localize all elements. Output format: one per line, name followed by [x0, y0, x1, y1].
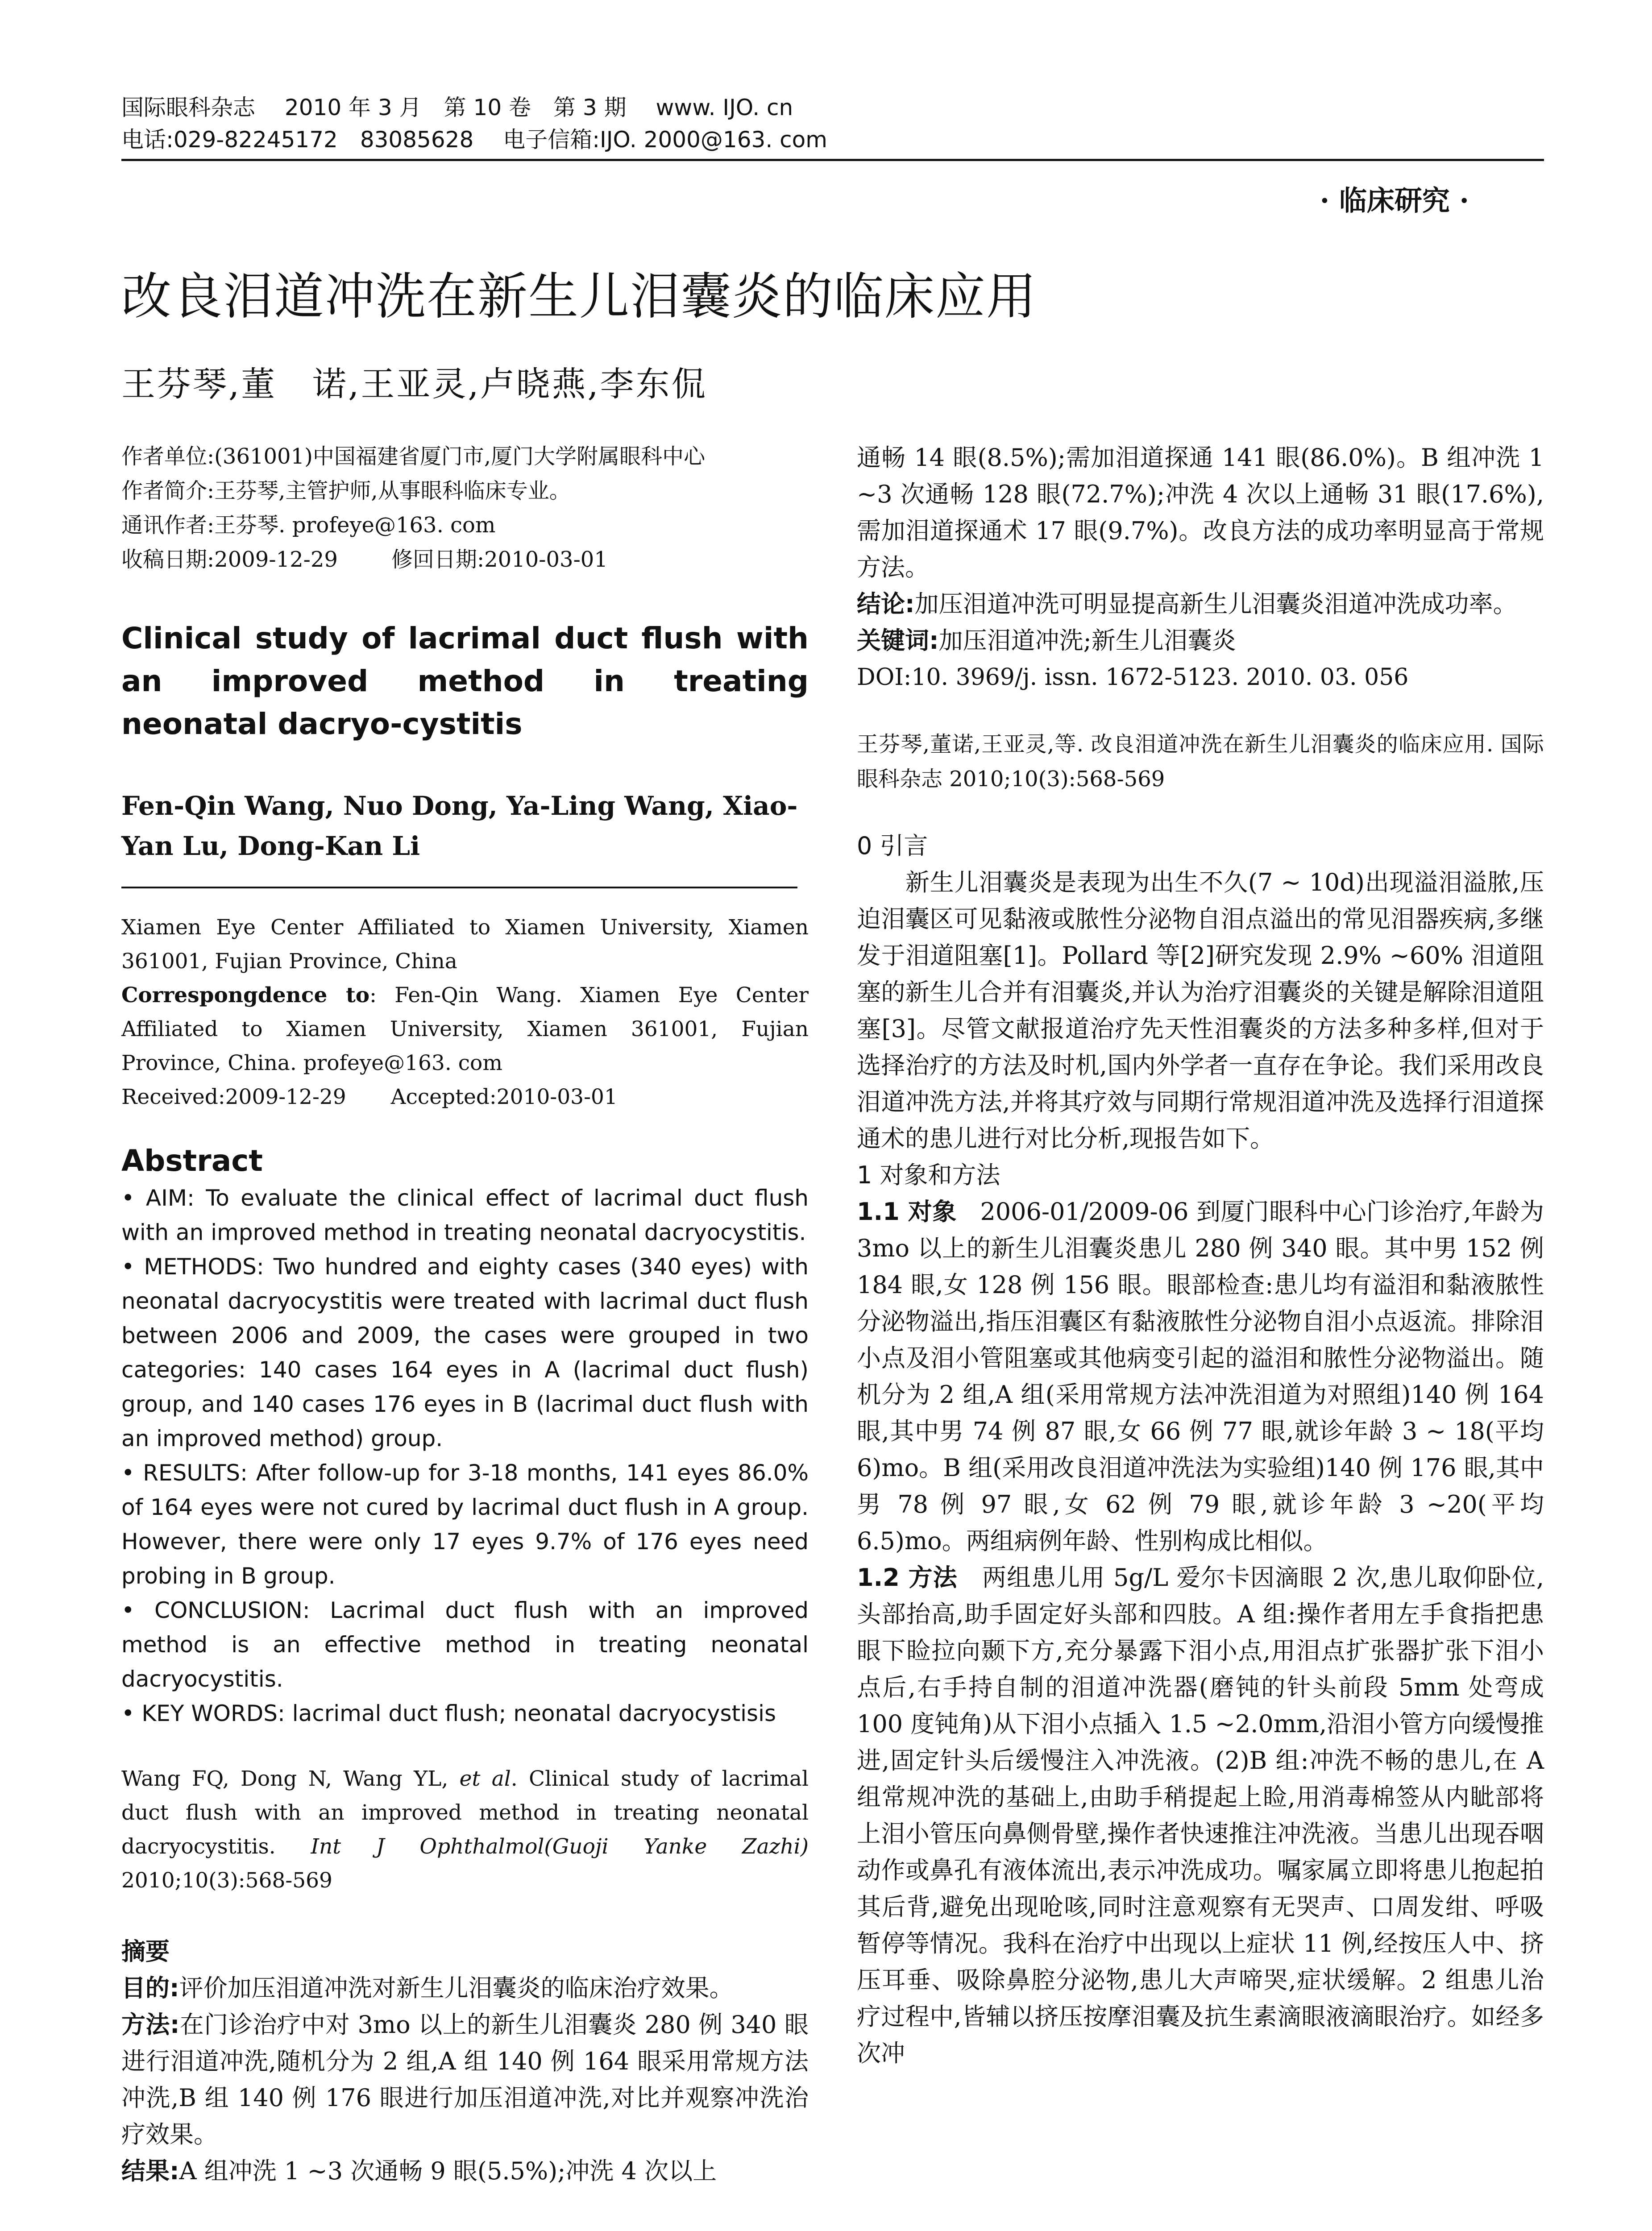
cn-methods-text: 在门诊治疗中对 3mo 以上的新生儿泪囊炎 280 例 340 眼进行泪道冲洗,随机分为 2 组,A 组 140 例 164 眼采用常规方法冲洗,B 组 140 例 176 眼进行加压泪道冲洗,对比并观察冲洗治疗效果。	[121, 2011, 809, 2148]
intro-text: 新生儿泪囊炎是表现为出生不久(7 ~ 10d)出现溢泪溢脓,压迫泪囊区可见黏液或脓性分泌物自泪点溢出的常见泪器疾病,多继发于泪道阻塞[1]。Pollard 等[2]研究发现 2.9% ~60% 泪道阻塞的新生儿合并有泪囊炎,并认为治疗泪囊炎的关键是解除泪道阻塞[3]。尽管文献报道治疗先天性泪囊炎的方法多种多样,但对于选择治疗的方法及时机,国内外学者一直存在争论。我们采用改良泪道冲洗方法,并将其疗效与同期行常规泪道冲洗及选择行泪道探通术的患儿进行对比分析,现报告如下。	[857, 868, 1544, 1153]
correspondence-label: Correspongdence to	[121, 983, 370, 1008]
cn-conclusion-label: 结论:	[857, 590, 915, 618]
cn-results-text: A 组冲洗 1 ~3 次通畅 9 眼(5.5%);冲洗 4 次以上	[179, 2157, 717, 2185]
section-tag: · 临床研究 ·	[1320, 184, 1469, 217]
english-dates	[121, 1080, 809, 1114]
intro-body	[857, 864, 1544, 1157]
abstract-results: • RESULTS: After follow-up for 3-18 months, 141 eyes 86.0% of 164 eyes were not cured by lacrimal duct flush in A group. However, there were only 17 eyes 9.7% of 176 eyes need probing in B group.	[121, 1460, 809, 1589]
cn-abstract-aim	[121, 1970, 809, 2007]
article-authors: 王芬琴,董 诺,王亚灵,卢晓燕,李东侃	[121, 364, 707, 404]
corresponding-author: 通讯作者:王芬琴. profeye@163. com	[121, 513, 496, 538]
english-affiliation: Xiamen Eye Center Affiliated to Xiamen University, Xiamen 361001, Fujian Province, China	[121, 915, 809, 974]
cn-abstract-results	[121, 2153, 809, 2190]
cn-aim-label: 目的:	[121, 1974, 179, 2002]
header-contact-info: 电话:029-82245172 83085628 电子信箱:IJO. 2000@163. com	[121, 127, 827, 153]
citation-authors: Wang FQ, Dong N, Wang YL,	[121, 1767, 448, 1791]
english-title: Clinical study of lacrimal duct flush with an improved method in treating neonatal dacryo-cystitis	[121, 621, 809, 741]
section-1-2	[857, 1559, 1544, 2072]
abstract-methods: • METHODS: Two hundred and eighty cases (340 eyes) with neonatal dacryocystitis were treated with lacrimal duct flush between 2006 and 2009, the cases were grouped in two categories: 140 cases 164 eyes in A (lacrimal duct flush) group, and 140 cases 176 eyes in B (lacrimal duct flush with an improved method) group.	[121, 1254, 809, 1451]
abstract-conclusion: • CONCLUSION: Lacrimal duct flush with an improved method is an effective method in treating neonatal dacryocystitis.	[121, 1597, 809, 1692]
cn-keywords-label: 关键词:	[857, 626, 939, 655]
author-unit: 作者单位:(361001)中国福建省厦门市,厦门大学附属眼科中心	[121, 444, 706, 469]
cn-results-label: 结果:	[121, 2157, 179, 2185]
author-meta	[121, 440, 809, 577]
article-title: 改良泪道冲洗在新生儿泪囊炎的临床应用	[121, 268, 1037, 326]
english-accepted: Accepted:2010-03-01	[390, 1085, 618, 1109]
citation-etal: et al	[459, 1767, 511, 1791]
cn-results-continued: 通畅 14 眼(8.5%);需加泪道探通 141 眼(86.0%)。B 组冲洗 1 ~3 次通畅 128 眼(72.7%);冲洗 4 次以上通畅 31 眼(17.6%),需加泪道探通术 17 眼(9.7%)。改良方法的成功率明显高于常规方法。	[857, 444, 1544, 581]
citation-title: . Clinical study of lacrimal duct flush with an improved method in treating neonatal dacryocystitis.	[121, 1767, 809, 1859]
section-1-1-text: 2006-01/2009-06 到厦门眼科中心门诊治疗,年龄为 3mo 以上的新生儿泪囊炎患儿 280 例 340 眼。其中男 152 例 184 眼,女 128 例 156 眼。眼部检查:患儿均有溢泪和黏液脓性分泌物溢出,指压泪囊区有黏液脓性分泌物自泪小点返流。排除泪小点及泪小管阻塞或其他病变引起的溢泪和脓性分泌物溢出。随机分为 2 组,A 组(采用常规方法冲洗泪道为对照组)140 例 164 眼,其中男 74 例 87 眼,女 66 例 77 眼,就诊年龄 3 ~ 18(平均 6)mo。B 组(采用改良泪道冲洗法为实验组)140 例 176 眼,其中男 78 例 97 眼,女 62 例 79 眼,就诊年龄 3 ~20(平均 6.5)mo。两组病例年龄、性别构成比相似。	[857, 1198, 1544, 1555]
intro-heading: 0 引言	[857, 832, 928, 860]
section-1-1-label: 1.1 对象	[857, 1198, 957, 1226]
divider	[121, 887, 797, 888]
cn-aim-text: 评价加压泪道冲洗对新生儿泪囊炎的临床治疗效果。	[179, 1974, 734, 2002]
citation-volume: 2010;10(3):568-569	[121, 1868, 332, 1893]
chinese-citation: 王芬琴,董诺,王亚灵,等. 改良泪道冲洗在新生儿泪囊炎的临床应用. 国际眼科杂志 2010;10(3):568-569	[857, 732, 1544, 792]
header-rule	[121, 159, 1544, 161]
left-column	[121, 440, 809, 2190]
right-column	[857, 440, 1544, 2072]
revised-date: 修回日期:2010-03-01	[391, 547, 608, 572]
doi: DOI:10. 3969/j. issn. 1672-5123. 2010. 03. 056	[857, 664, 1409, 691]
cn-abstract-keywords	[857, 622, 1544, 659]
cn-abstract-methods	[121, 2007, 809, 2153]
header-journal-info: 国际眼科杂志 2010 年 3 月 第 10 卷 第 3 期 www. IJO. cn	[121, 95, 793, 120]
abstract-keywords: • KEY WORDS: lacrimal duct flush; neonatal dacryocystisis	[121, 1700, 776, 1726]
received-date: 收稿日期:2009-12-29	[121, 547, 338, 572]
abstract-heading: Abstract	[121, 1144, 263, 1178]
cn-abstract-heading: 摘要	[121, 1937, 170, 1966]
author-bio: 作者简介:王芬琴,主管护师,从事眼科临床专业。	[121, 478, 571, 503]
cn-methods-label: 方法:	[121, 2011, 180, 2039]
english-received: Received:2009-12-29	[121, 1085, 346, 1109]
section-1-2-text: 两组患儿用 5g/L 爱尔卡因滴眼 2 次,患儿取仰卧位,头部抬高,助手固定好头部和四肢。A 组:操作者用左手食指把患眼下睑拉向颞下方,充分暴露下泪小点,用泪点扩张器扩张下泪小点后,右手持自制的泪道冲洗器(磨钝的针头前段 5mm 处弯成 100 度钝角)从下泪小点插入 1.5 ~2.0mm,沿泪小管方向缓慢推进,固定针头后缓慢注入冲洗液。(2)B 组:冲洗不畅的患儿,在 A 组常规冲洗的基础上,由助手稍提起上睑,用消毒棉签从内眦部将上泪小管压向鼻侧骨壁,操作者快速推注冲洗液。当患儿出现吞咽动作或鼻孔有液体流出,表示冲洗成功。嘱家属立即将患儿抱起拍其后背,避免出现呛咳,同时注意观察有无哭声、口周发绀、呼吸暂停等情况。我科在治疗中出现以上症状 11 例,经按压人中、挤压耳垂、吸除鼻腔分泌物,患儿大声啼哭,症状缓解。2 组患儿治疗过程中,皆辅以挤压按摩泪囊及抗生素滴眼液滴眼治疗。如经多次冲	[857, 1563, 1544, 2067]
cn-keywords-text: 加压泪道冲洗;新生儿泪囊炎	[938, 626, 1236, 655]
section-1-2-label: 1.2 方法	[857, 1563, 958, 1592]
english-citation	[121, 1762, 809, 1898]
correspondence-text: : Fen-Qin Wang. Xiamen Eye Center Affiliated to Xiamen University, Xiamen 361001, Fujian Province, China. profeye@163. com	[121, 983, 809, 1075]
english-correspondence	[121, 979, 809, 1080]
dates-line	[121, 543, 809, 577]
methods-heading: 1 对象和方法	[857, 1161, 1000, 1189]
citation-journal: Int J Ophthalmol(Guoji Yanke Zazhi)	[311, 1834, 809, 1859]
abstract-aim: • AIM: To evaluate the clinical effect of lacrimal duct flush with an improved method in treating neonatal dacryocystitis.	[121, 1185, 809, 1245]
section-1-1	[857, 1194, 1544, 1559]
cn-conclusion-text: 加压泪道冲洗可明显提高新生儿泪囊炎泪道冲洗成功率。	[914, 590, 1517, 618]
english-authors: Fen-Qin Wang, Nuo Dong, Ya-Ling Wang, Xiao-Yan Lu, Dong-Kan Li	[121, 791, 798, 861]
journal-header	[121, 91, 827, 156]
cn-abstract-conclusion	[857, 586, 1544, 622]
